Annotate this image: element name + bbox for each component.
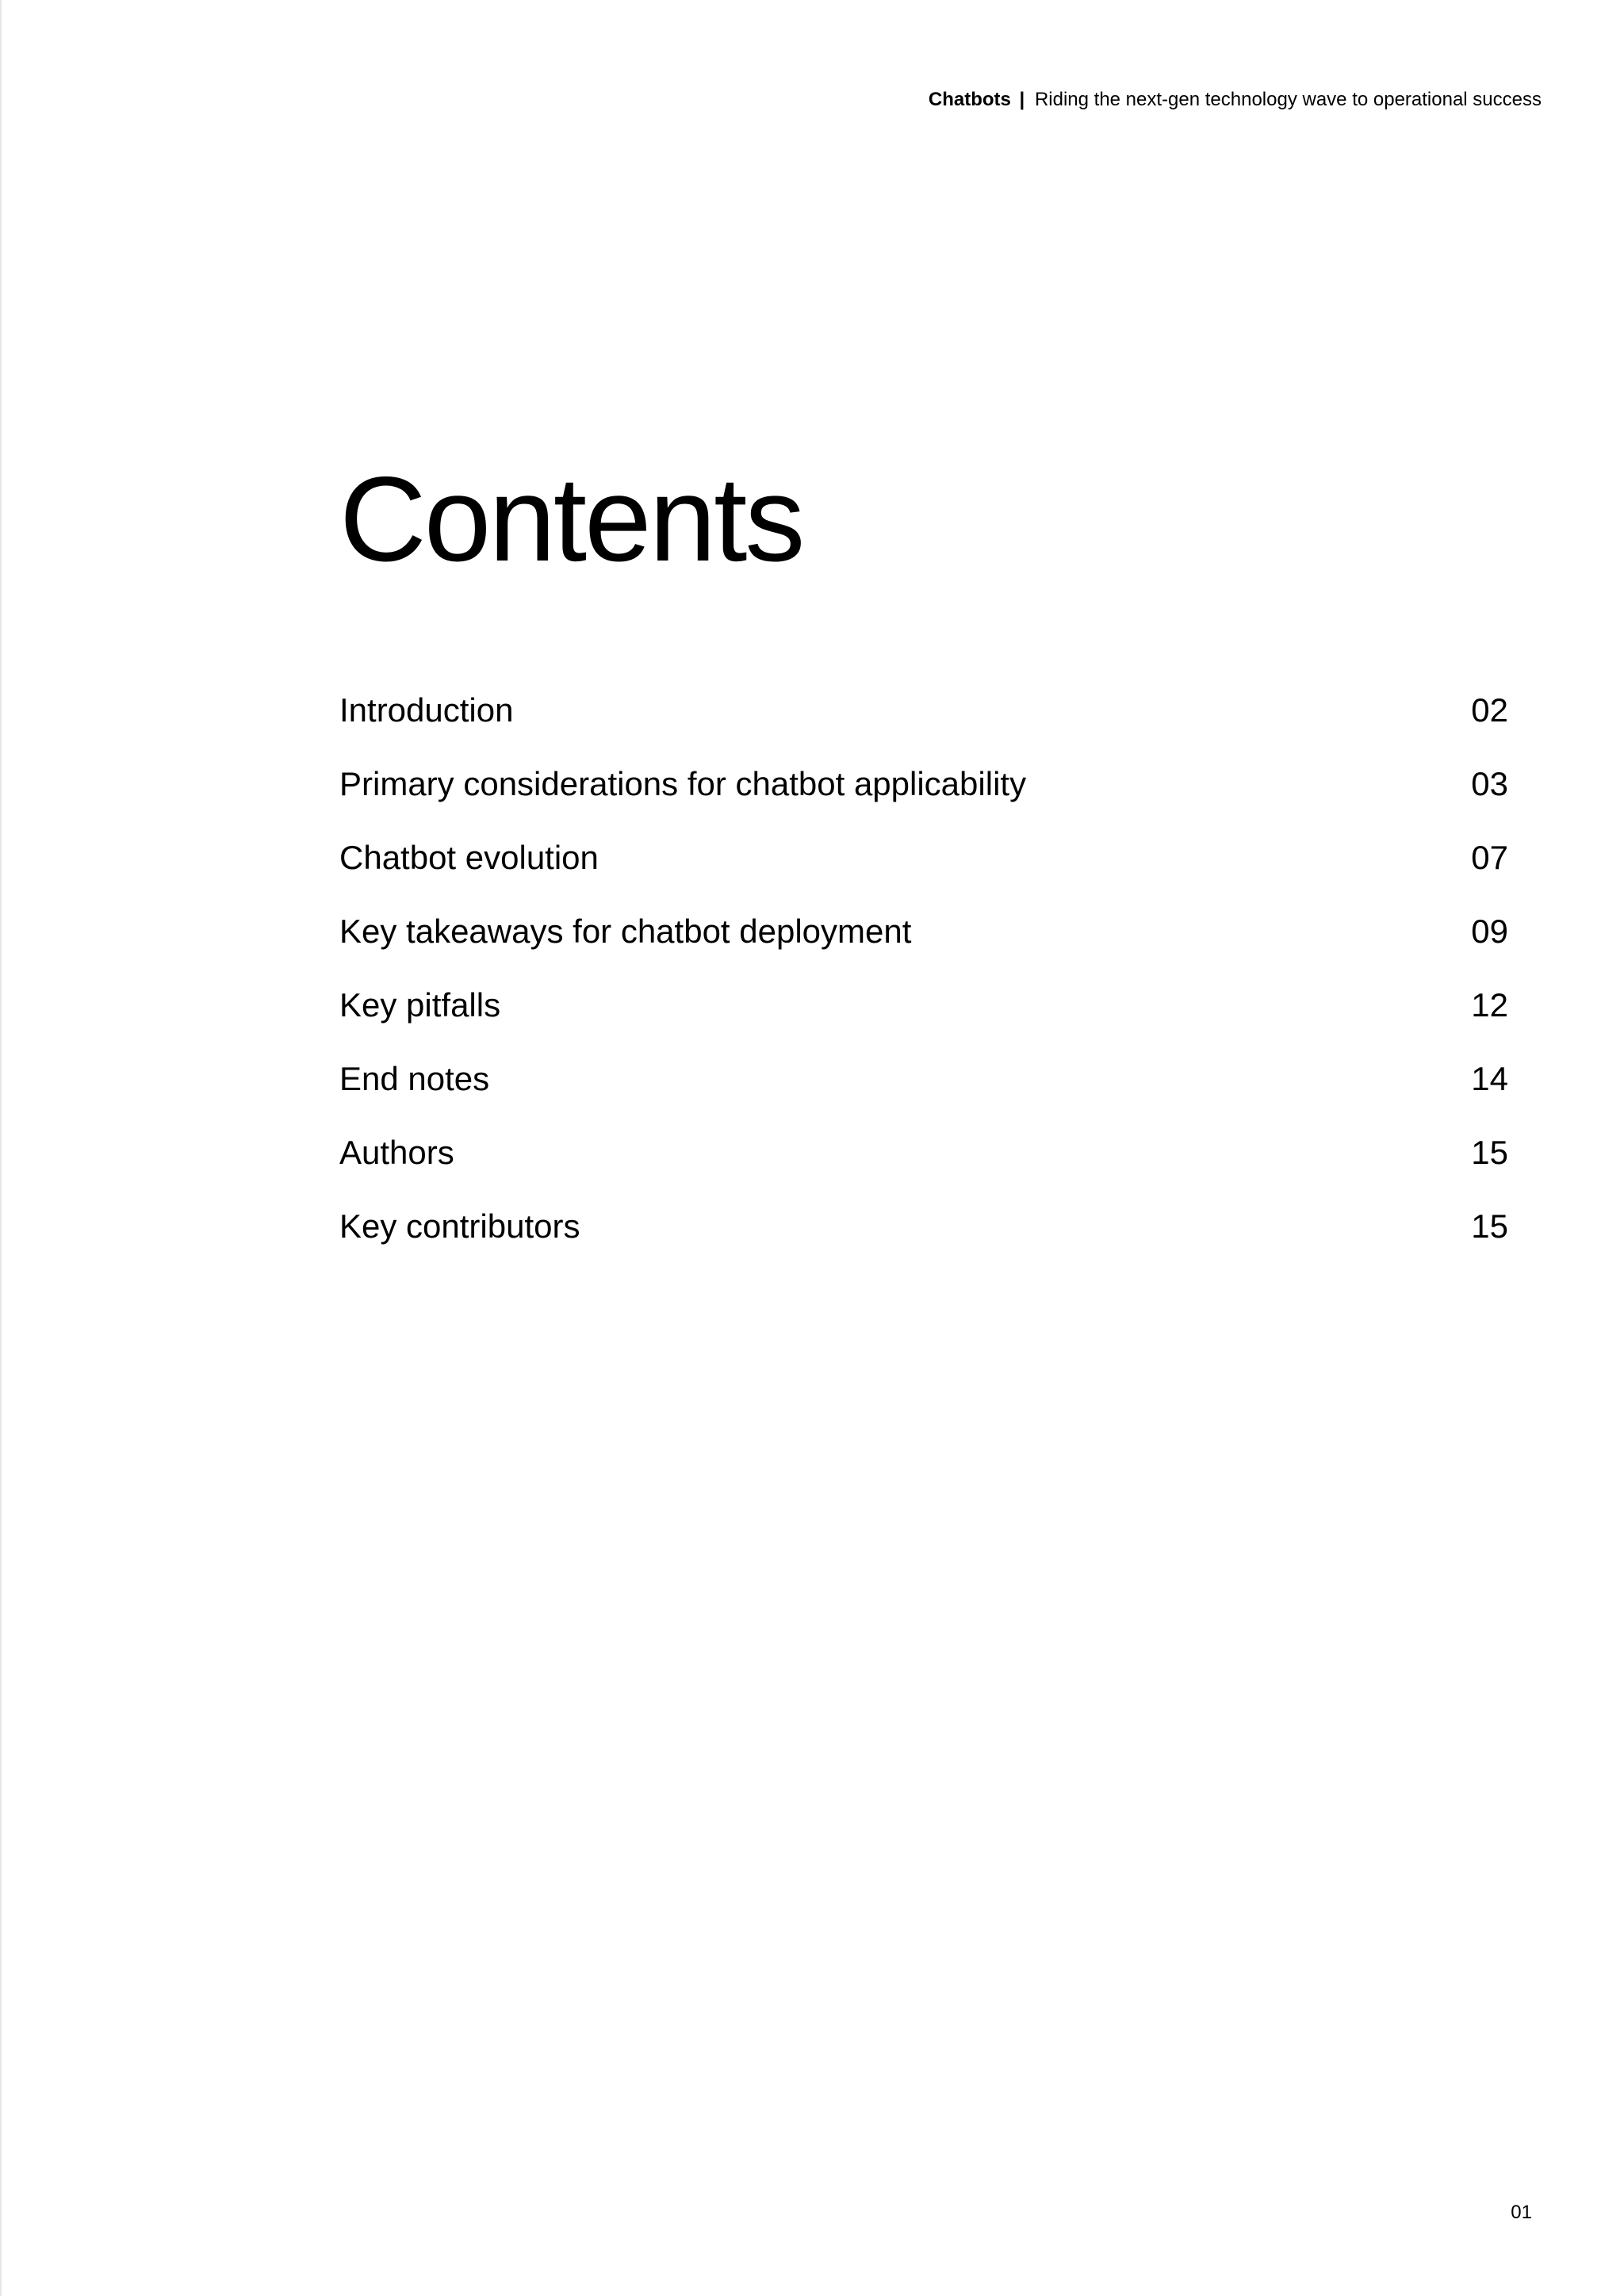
toc-entry-page: 15 [1471, 1134, 1508, 1171]
page-number: 01 [1511, 2202, 1532, 2223]
toc-entry-end-notes[interactable] [339, 1055, 1508, 1129]
toc-entry-page: 09 [1471, 913, 1508, 950]
toc-entry-label: Authors [339, 1134, 454, 1171]
page-edge-rule [0, 0, 2, 2296]
toc-entry-primary-considerations[interactable] [339, 760, 1508, 834]
toc-entry-page: 03 [1471, 765, 1508, 802]
toc-entry-key-takeaways[interactable] [339, 908, 1508, 982]
toc-entry-label: Primary considerations for chatbot applicability [339, 765, 1027, 802]
toc-entry-label: Key takeaways for chatbot deployment [339, 913, 912, 950]
table-of-contents [339, 687, 1508, 1276]
header-brand: Chatbots [928, 89, 1011, 110]
toc-entry-page: 14 [1471, 1060, 1508, 1097]
toc-entry-label: Key contributors [339, 1207, 580, 1245]
running-header [929, 87, 1542, 113]
toc-entry-page: 12 [1471, 986, 1508, 1024]
toc-entry-label: Chatbot evolution [339, 839, 599, 876]
header-subtitle: Riding the next-gen technology wave to operational success [1034, 89, 1542, 110]
toc-entry-introduction[interactable] [339, 687, 1508, 760]
toc-entry-key-contributors[interactable] [339, 1203, 1508, 1276]
toc-entry-page: 15 [1471, 1207, 1508, 1245]
toc-entry-label: Introduction [339, 691, 514, 729]
toc-entry-label: Key pitfalls [339, 986, 501, 1024]
toc-entry-page: 07 [1471, 839, 1508, 876]
header-separator: | [1019, 89, 1025, 110]
toc-entry-chatbot-evolution[interactable] [339, 834, 1508, 908]
page-title: Contents [339, 452, 803, 587]
toc-entry-label: End notes [339, 1060, 490, 1097]
toc-entry-authors[interactable] [339, 1129, 1508, 1203]
toc-entry-key-pitfalls[interactable] [339, 982, 1508, 1055]
toc-entry-page: 02 [1471, 691, 1508, 729]
